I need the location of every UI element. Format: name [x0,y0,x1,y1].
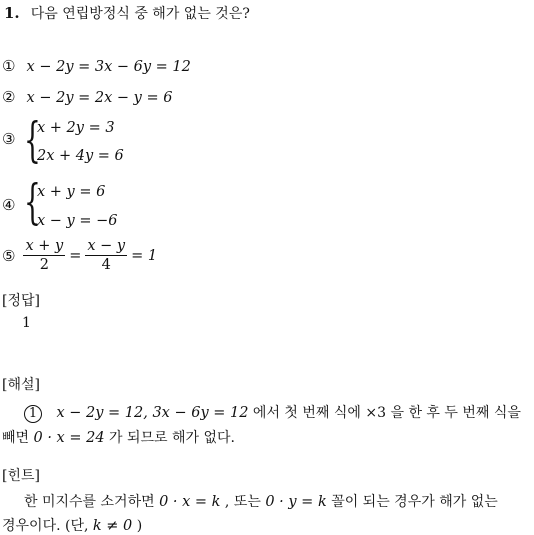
option-1[interactable] [2,56,191,75]
option-5-fraction-1 [23,238,65,273]
explanation-text-1: 에서 첫 번째 식에 ×3 을 한 후 두 번째 식을 [252,405,521,421]
hint-math-3: k ≠ 0 [92,518,133,534]
option-5-tail: = 1 [131,247,158,264]
option-5-fraction-2 [85,238,127,273]
option-4-equation-2: x − y = −6 [37,213,118,229]
option-3-equation-2: 2x + 4y = 6 [37,148,124,164]
explanation-math-2: 0 · x = 24 [33,430,105,446]
explanation-math-1: x − 2y = 12, 3x − 6y = 12 [56,405,249,421]
explanation-line-2 [2,427,235,447]
option-3-equation-1: x + 2y = 3 [37,120,115,136]
option-2-equation: x − 2y = 2x − y = 6 [26,90,173,106]
option-3[interactable] [2,114,202,174]
hint-line-1 [24,491,498,511]
hint-label: [힌트] [2,468,40,484]
question-number: 1. [4,4,20,22]
hint-text-1a: 한 미지수를 소거하면 [24,494,160,510]
option-2[interactable] [2,87,172,106]
explanation-circle-number: 1 [24,405,42,423]
answer-value: 1 [22,315,31,331]
hint-text-1c: 꼴이 되는 경우가 해가 없는 [331,494,498,510]
option-5-fraction-1-numerator: x + y [25,238,64,254]
option-1-equation: x − 2y = 3x − 6y = 12 [26,59,191,75]
option-5-marker: ⑤ [2,246,16,265]
option-4-equation-1: x + y = 6 [37,184,106,200]
option-5-equals: = [69,247,82,264]
question-text: 다음 연립방정식 중 해가 없는 것은? [30,6,250,22]
option-4-brace: { [24,174,41,230]
option-4-marker: ④ [2,196,16,214]
explanation-text-2b: 가 되므로 해가 없다. [109,430,236,446]
hint-math-1: 0 · x = k [159,494,221,510]
hint-line-2 [2,515,142,535]
question-header [4,3,250,23]
option-5-fraction-1-denominator: 2 [39,257,49,273]
option-3-brace: { [24,112,41,168]
option-5-fraction-2-numerator: x − y [87,238,126,254]
option-4[interactable] [2,176,202,236]
explanation-line-1 [24,402,521,423]
option-1-marker: ① [2,57,16,75]
option-5-fraction-2-denominator: 4 [101,257,111,273]
option-5[interactable] [2,238,157,273]
explanation-label: [해설] [2,377,40,393]
option-2-marker: ② [2,88,16,106]
hint-text-2b: ) [136,518,143,534]
hint-math-2: 0 · y = k [265,494,327,510]
explanation-text-2a: 빼면 [2,430,34,446]
hint-text-2a: 경우이다. (단, [2,518,93,534]
option-3-marker: ③ [2,130,16,148]
answer-label: [정답] [2,293,40,309]
hint-text-1b: , 또는 [224,494,266,510]
